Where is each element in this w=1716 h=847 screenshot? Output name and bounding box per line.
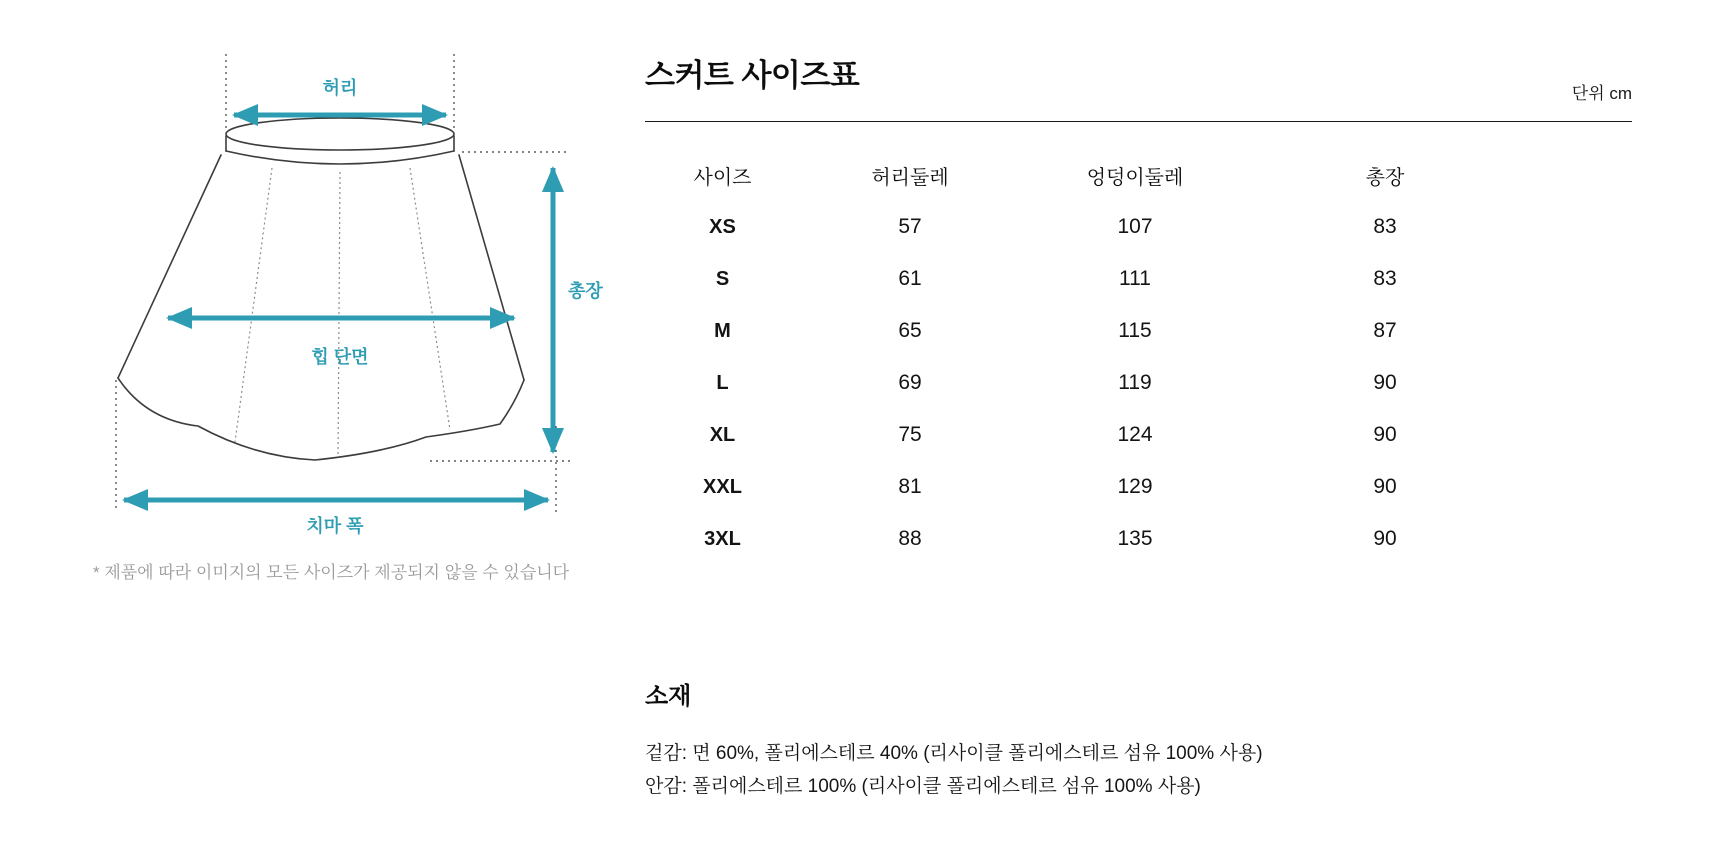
length-value: 83: [1373, 215, 1397, 238]
length-value: 87: [1373, 319, 1397, 342]
column-header-waist: 허리둘레: [871, 166, 949, 189]
hip-value: 111: [1119, 267, 1151, 290]
length-value: 83: [1373, 267, 1397, 290]
length-value: 90: [1373, 371, 1397, 394]
column-header-length: 총장: [1365, 166, 1405, 189]
size-cell: S: [715, 267, 730, 290]
waist-value: 65: [898, 319, 922, 342]
size-cell: XXL: [703, 475, 742, 498]
skirt-hem: [118, 378, 524, 460]
page-title: 스커트 사이즈표: [645, 58, 860, 93]
skirt-pleat-lines: [235, 168, 450, 457]
hip-value: 119: [1118, 371, 1152, 394]
material-lining-fabric: 안감: 폴리에스테르 100% (리사이클 폴리에스테르 섬유 100% 사용): [645, 776, 1201, 797]
waist-value: 69: [898, 371, 922, 394]
unit-label: 단위 cm: [1571, 84, 1632, 103]
skirt-outline: [118, 118, 524, 460]
length-value: 90: [1373, 527, 1397, 550]
hip-value: 115: [1118, 319, 1152, 342]
waist-value: 61: [898, 267, 922, 290]
size-table: [645, 149, 1520, 565]
waistband-top-rim: [226, 118, 454, 150]
skirt-measurement-diagram: [0, 0, 660, 620]
length-dimension-label: 총장: [568, 281, 603, 301]
waistband-bottom: [226, 151, 454, 164]
size-cell: XS: [709, 215, 736, 238]
waist-value: 57: [898, 215, 922, 238]
material-outer-fabric: 겉감: 면 60%, 폴리에스테르 40% (리사이클 폴리에스테르 섬유 100% 사용): [645, 743, 1263, 764]
title-divider: [645, 121, 1632, 122]
size-availability-disclaimer: * 제품에 따라 이미지의 모든 사이즈가 제공되지 않을 수 있습니다: [93, 563, 570, 582]
waist-value: 81: [898, 475, 922, 498]
waist-value: 88: [898, 527, 922, 550]
size-cell: M: [714, 319, 731, 342]
waist-dimension-label: 허리: [322, 78, 358, 98]
column-header-size: 사이즈: [693, 166, 752, 189]
length-value: 90: [1373, 475, 1397, 498]
size-cell: 3XL: [704, 527, 741, 550]
size-cell: L: [716, 371, 729, 394]
skirt-width-dimension-label: 치마 폭: [306, 516, 364, 536]
size-cell: XL: [709, 423, 736, 446]
hip-value: 107: [1117, 215, 1153, 238]
length-value: 90: [1373, 423, 1397, 446]
hip-dimension-label: 힙 단면: [311, 347, 369, 367]
waist-value: 75: [898, 423, 922, 446]
material-heading: 소재: [645, 683, 692, 710]
hip-value: 129: [1117, 475, 1153, 498]
column-header-hip: 엉덩이둘레: [1086, 166, 1184, 189]
hip-value: 124: [1117, 423, 1153, 446]
hip-value: 135: [1117, 527, 1153, 550]
